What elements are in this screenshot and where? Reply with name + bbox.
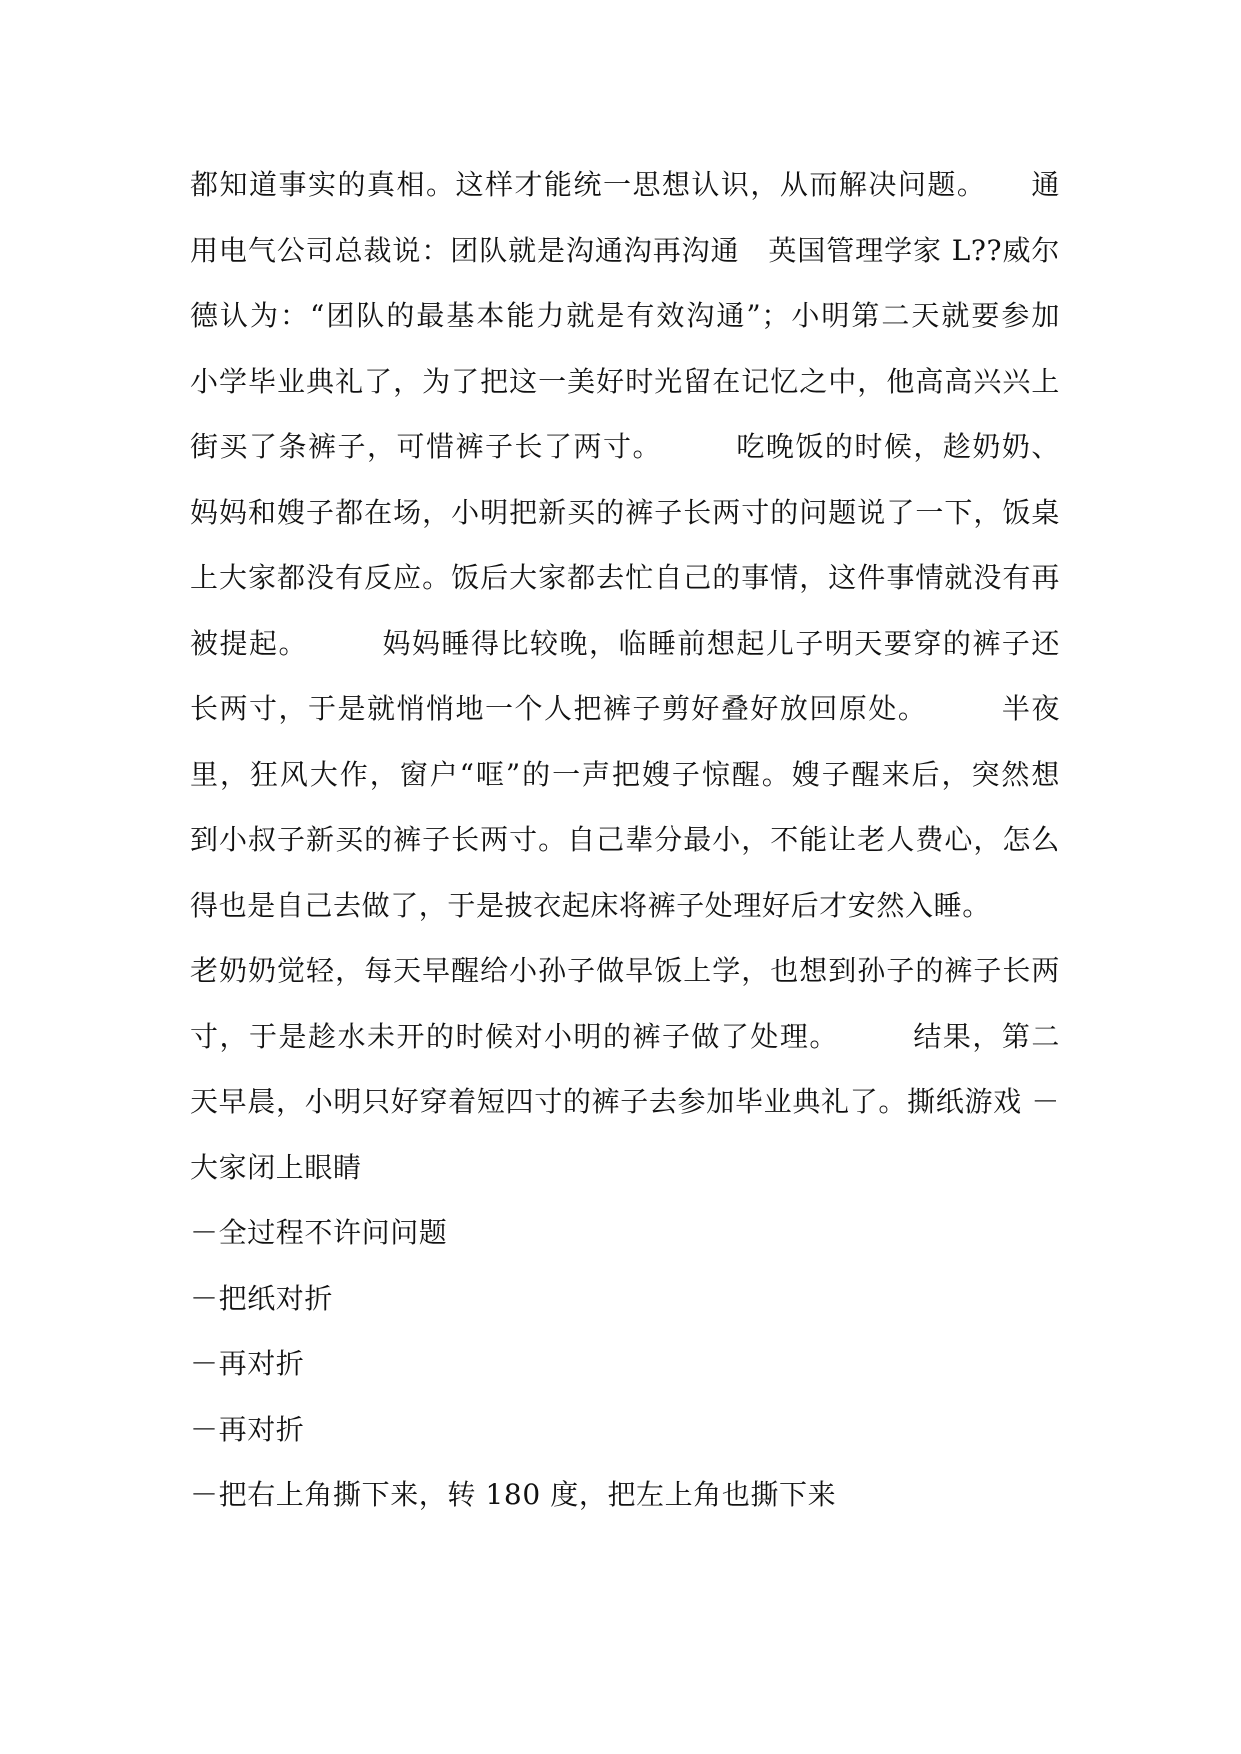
document-body: [190, 158, 1060, 1534]
text-line: 小学毕业典礼了，为了把这一美好时光留在记忆之中，他高高兴兴上: [190, 364, 1060, 398]
list-item: －把右上角撕下来，转 180 度，把左上角也撕下来: [190, 1478, 837, 1511]
text-line: 用电气公司总裁说：团队就是沟通沟再沟通 英国管理学家 L??威尔: [190, 233, 1060, 267]
text-line: 上大家都没有反应。饭后大家都去忙自己的事情，这件事情就没有再: [190, 561, 1060, 594]
text-line: 寸，于是趁水未开的时候对小明的裤子做了处理。 结果，第二: [190, 1019, 1060, 1053]
text-line: 街买了条裤子，可惜裤子长了两寸。 吃晚饭的时候，趁奶奶、: [190, 430, 1060, 463]
text-line: 到小叔子新买的裤子长两寸。自己辈分最小，不能让老人费心，怎么: [190, 823, 1060, 856]
list-item: －把纸对折: [190, 1281, 334, 1315]
text-line: 妈妈和嫂子都在场，小明把新买的裤子长两寸的问题说了一下，饭桌: [190, 495, 1060, 529]
text-line: 长两寸，于是就悄悄地一个人把裤子剪好叠好放回原处。 半夜: [190, 692, 1060, 725]
list-item: －再对折: [190, 1412, 305, 1446]
text-line: 都知道事实的真相。这样才能统一思想认识，从而解决问题。 通: [190, 168, 1060, 201]
text-line: 被提起。 妈妈睡得比较晚，临睡前想起儿子明天要穿的裤子还: [190, 626, 1060, 660]
list-item: －再对折: [190, 1347, 305, 1380]
text-line: 里，狂风大作，窗户“哐”的一声把嫂子惊醒。嫂子醒来后，突然想: [190, 757, 1060, 791]
text-line: 天早晨，小明只好穿着短四寸的裤子去参加毕业典礼了。撕纸游戏 －: [190, 1085, 1060, 1118]
text-line: 得也是自己去做了，于是披衣起床将裤子处理好后才安然入睡。: [190, 888, 991, 922]
text-line: 老奶奶觉轻，每天早醒给小孙子做早饭上学，也想到孙子的裤子长两: [190, 954, 1060, 987]
list-item: －全过程不许问问题: [190, 1216, 448, 1249]
text-line: 德认为：“团队的最基本能力就是有效沟通”；小明第二天就要参加: [190, 299, 1060, 332]
text-line: 大家闭上眼睛: [190, 1150, 362, 1184]
